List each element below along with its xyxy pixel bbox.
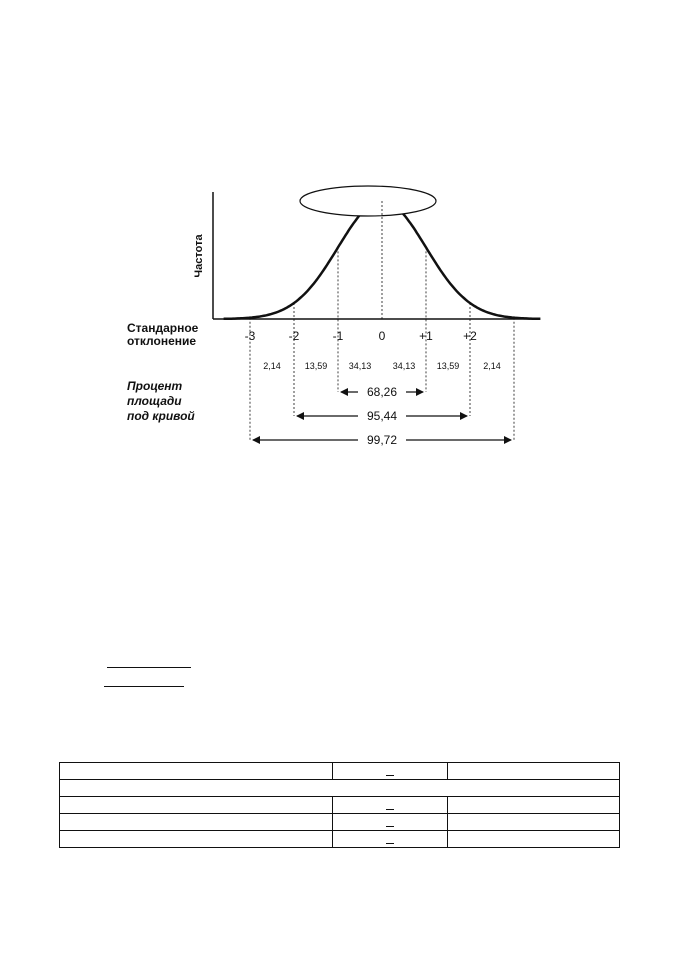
tick-label: +2 bbox=[463, 329, 477, 343]
table-cell bbox=[333, 814, 448, 831]
segment-percent: 2,14 bbox=[483, 361, 501, 371]
underline-mark bbox=[386, 820, 394, 827]
x-axis-label-line1: Стандарное bbox=[127, 321, 199, 335]
area-label-line2: площади bbox=[127, 394, 182, 408]
table-row bbox=[60, 797, 620, 814]
table-cell bbox=[448, 797, 620, 814]
segment-percent: 13,59 bbox=[304, 361, 328, 371]
underline-mark bbox=[386, 803, 394, 810]
normal-distribution-figure bbox=[118, 180, 558, 470]
table-cell bbox=[60, 814, 333, 831]
range-label: 99,72 bbox=[366, 433, 398, 447]
range-label: 68,26 bbox=[366, 385, 398, 399]
table-cell bbox=[333, 763, 448, 780]
y-axis-label: Частота bbox=[193, 234, 205, 278]
tick-label: 0 bbox=[378, 329, 386, 343]
tick-label: +1 bbox=[419, 329, 433, 343]
x-axis-label-line2: отклонение bbox=[127, 334, 197, 348]
tick-label: -3 bbox=[244, 329, 256, 343]
sd-tick-labels bbox=[245, 329, 478, 343]
table-cell bbox=[60, 763, 333, 780]
data-table bbox=[59, 762, 620, 848]
table-cell bbox=[333, 797, 448, 814]
table-cell bbox=[448, 831, 620, 848]
segment-percent-labels bbox=[263, 361, 501, 371]
table-cell bbox=[60, 831, 333, 848]
segment-percent: 34,13 bbox=[348, 361, 372, 371]
underline-mark bbox=[386, 769, 394, 776]
table-cell-merged bbox=[60, 780, 620, 797]
area-label-line3: под кривой bbox=[127, 409, 195, 423]
tick-label: -2 bbox=[288, 329, 300, 343]
segment-percent: 13,59 bbox=[436, 361, 460, 371]
table-row bbox=[60, 763, 620, 780]
table-row bbox=[60, 814, 620, 831]
table-row bbox=[60, 831, 620, 848]
segment-percent: 2,14 bbox=[263, 361, 281, 371]
segment-percent: 34,13 bbox=[392, 361, 416, 371]
sd-dashed-lines bbox=[250, 201, 514, 440]
table-row bbox=[60, 780, 620, 797]
range-label: 95,44 bbox=[366, 409, 398, 423]
underline-mark bbox=[386, 837, 394, 844]
table-cell bbox=[448, 814, 620, 831]
table-cell bbox=[333, 831, 448, 848]
table-cell bbox=[60, 797, 333, 814]
blank-line-2 bbox=[104, 686, 184, 687]
area-label-line1: Процент bbox=[127, 379, 183, 393]
peak-ellipse bbox=[300, 186, 436, 216]
tick-label: -1 bbox=[332, 329, 344, 343]
blank-line-1 bbox=[107, 667, 191, 668]
table-cell bbox=[448, 763, 620, 780]
range-arrows bbox=[253, 384, 511, 447]
